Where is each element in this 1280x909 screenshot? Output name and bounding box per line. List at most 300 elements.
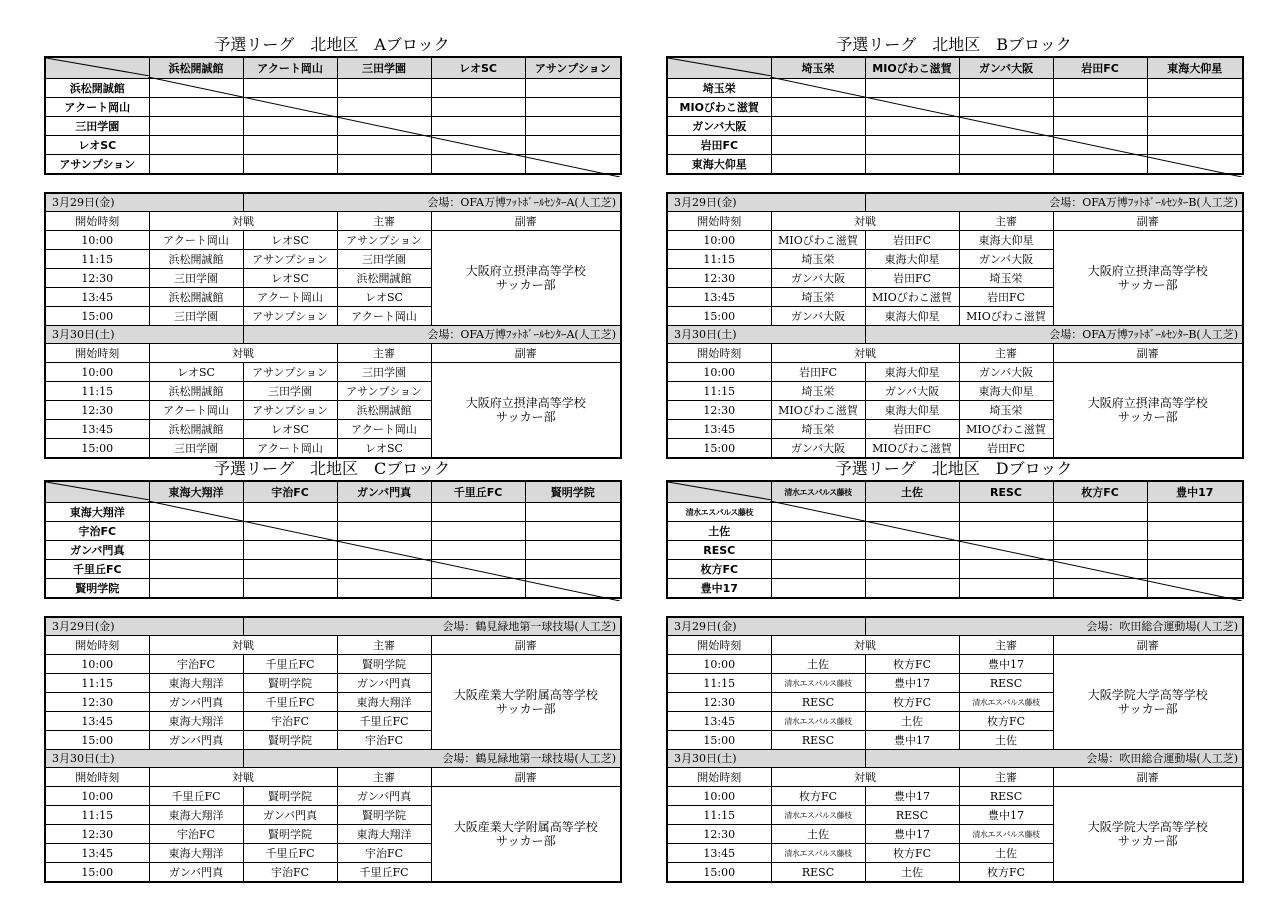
referee-team: 浜松開誠館 xyxy=(337,269,431,288)
referee-header: 主審 xyxy=(337,344,431,363)
match-date: 3月29日(金) xyxy=(667,193,865,212)
matrix-result-cell xyxy=(337,155,431,175)
matrix-row-team: 埼玉栄 xyxy=(667,79,771,98)
referee-team: RESC xyxy=(959,787,1053,806)
away-team: 豊中17 xyxy=(865,674,959,693)
referee-team: 東海大翔洋 xyxy=(337,693,431,712)
matrix-row xyxy=(667,560,1243,579)
home-team: 清水エスパルス藤枝 xyxy=(771,674,865,693)
matrix-row-team: 浜松開誠館 xyxy=(45,79,149,98)
away-team: 賢明学院 xyxy=(243,825,337,844)
start-time: 13:45 xyxy=(45,288,149,307)
start-time: 13:45 xyxy=(45,420,149,439)
matrix-result-cell xyxy=(1147,136,1243,155)
block-title: 予選リーグ 北地区 Bブロック xyxy=(836,35,1072,54)
match-date: 3月29日(金) xyxy=(45,617,243,636)
matrix-result-cell xyxy=(1053,522,1147,541)
start-time: 10:00 xyxy=(45,787,149,806)
referee-team: 三田学園 xyxy=(337,250,431,269)
matrix-result-cell xyxy=(1053,155,1147,175)
corner-diagonal xyxy=(668,482,771,500)
column-header-row xyxy=(45,636,621,655)
matrix-result-cell xyxy=(149,98,243,117)
matrix-result-cell xyxy=(243,579,337,599)
away-team: 土佐 xyxy=(865,863,959,883)
column-header-row xyxy=(45,768,621,787)
home-team: 三田学園 xyxy=(149,439,243,459)
matrix-col-team: ガンバ門真 xyxy=(337,481,431,503)
referee-header: 主審 xyxy=(959,636,1053,655)
matrix-row xyxy=(667,541,1243,560)
corner-diagonal xyxy=(668,58,771,76)
block-panel xyxy=(666,36,1242,466)
matrix-row xyxy=(45,560,621,579)
home-team: 浜松開誠館 xyxy=(149,420,243,439)
assistant-referee: 大阪産業大学附属高等学校 サッカー部 xyxy=(431,655,621,750)
day-header-row xyxy=(45,193,621,212)
matrix-result-cell xyxy=(431,560,525,579)
assistant-referee: 大阪産業大学附属高等学校 サッカー部 xyxy=(431,787,621,883)
match-row xyxy=(667,655,1243,674)
away-team: 東海大仰星 xyxy=(865,363,959,382)
matrix-result-cell xyxy=(337,79,431,98)
column-header-row xyxy=(667,768,1243,787)
venue: 会場：吹田総合運動場(人工芝) xyxy=(865,617,1243,636)
home-team: RESC xyxy=(771,693,865,712)
matrix-row xyxy=(45,136,621,155)
referee-team: アサンプション xyxy=(337,231,431,250)
matrix-result-cell xyxy=(337,117,431,136)
matrix-corner-cell xyxy=(45,57,149,79)
matrix-col-team: 清水エスパルス藤枝 xyxy=(771,481,865,503)
matrix-corner-cell xyxy=(45,481,149,503)
match-header: 対戦 xyxy=(149,636,337,655)
matrix-header-row xyxy=(667,57,1243,79)
start-time: 15:00 xyxy=(667,731,771,750)
start-time: 15:00 xyxy=(45,731,149,750)
matrix-result-cell xyxy=(865,541,959,560)
referee-team: アサンプション xyxy=(337,382,431,401)
start-time: 15:00 xyxy=(45,307,149,326)
away-team: 東海大仰星 xyxy=(865,307,959,326)
home-team: 浜松開誠館 xyxy=(149,382,243,401)
venue: 会場：吹田総合運動場(人工芝) xyxy=(865,750,1243,768)
matrix-result-cell xyxy=(865,522,959,541)
assistant-header: 副審 xyxy=(1053,768,1243,787)
matrix-result-cell xyxy=(337,503,431,522)
referee-team: 清水エスパルス藤枝 xyxy=(959,825,1053,844)
matrix-col-team: 東海大翔洋 xyxy=(149,481,243,503)
matrix-result-cell xyxy=(525,117,621,136)
referee-team: 岩田FC xyxy=(959,288,1053,307)
away-team: 賢明学院 xyxy=(243,787,337,806)
block-panel xyxy=(44,36,620,466)
match-date: 3月30日(土) xyxy=(667,326,865,344)
home-team: 三田学園 xyxy=(149,307,243,326)
referee-header: 主審 xyxy=(959,212,1053,231)
referee-team: 賢明学院 xyxy=(337,806,431,825)
matrix-row-team: 三田学園 xyxy=(45,117,149,136)
match-row xyxy=(667,363,1243,382)
referee-header: 主審 xyxy=(337,636,431,655)
venue: 会場：OFA万博ﾌｯﾄﾎﾞｰﾙｾﾝﾀｰA(人工芝) xyxy=(243,326,621,344)
matrix-row-team: 東海大翔洋 xyxy=(45,503,149,522)
match-date: 3月30日(土) xyxy=(45,750,243,768)
home-team: 東海大翔洋 xyxy=(149,844,243,863)
away-team: 東海大仰星 xyxy=(865,401,959,420)
matrix-result-cell xyxy=(1147,117,1243,136)
away-team: 岩田FC xyxy=(865,231,959,250)
referee-team: 豊中17 xyxy=(959,655,1053,674)
home-team: RESC xyxy=(771,863,865,883)
match-row xyxy=(667,231,1243,250)
matrix-result-cell xyxy=(959,136,1053,155)
matrix-result-cell xyxy=(431,503,525,522)
home-team: 清水エスパルス藤枝 xyxy=(771,844,865,863)
matrix-col-team: RESC xyxy=(959,481,1053,503)
referee-header: 主審 xyxy=(337,768,431,787)
matrix-result-cell xyxy=(959,155,1053,175)
home-team: 宇治FC xyxy=(149,655,243,674)
home-team: ガンバ大阪 xyxy=(771,307,865,326)
matrix-row-team: 東海大仰星 xyxy=(667,155,771,175)
matrix-result-cell xyxy=(337,136,431,155)
match-row xyxy=(45,363,621,382)
day-header-row xyxy=(667,193,1243,212)
matrix-result-cell xyxy=(525,136,621,155)
matrix-row xyxy=(45,117,621,136)
matrix-col-team: ガンバ大阪 xyxy=(959,57,1053,79)
matrix-row-team: 宇治FC xyxy=(45,522,149,541)
referee-team: 宇治FC xyxy=(337,844,431,863)
matrix-result-cell xyxy=(1053,503,1147,522)
day-header-row xyxy=(667,617,1243,636)
assistant-referee: 大阪府立摂津高等学校 サッカー部 xyxy=(1053,363,1243,459)
day-header-row xyxy=(667,326,1243,344)
start-time: 12:30 xyxy=(667,693,771,712)
start-time: 13:45 xyxy=(667,288,771,307)
venue: 会場：OFA万博ﾌｯﾄﾎﾞｰﾙｾﾝﾀｰB(人工芝) xyxy=(865,326,1243,344)
column-header-row xyxy=(667,344,1243,363)
matrix-col-team: 岩田FC xyxy=(1053,57,1147,79)
away-team: 東海大仰星 xyxy=(865,250,959,269)
matrix-result-cell xyxy=(431,98,525,117)
matrix-col-team: 千里丘FC xyxy=(431,481,525,503)
away-team: 千里丘FC xyxy=(243,844,337,863)
referee-team: ガンバ大阪 xyxy=(959,250,1053,269)
matrix-col-team: アサンプション xyxy=(525,57,621,79)
matrix-row xyxy=(667,503,1243,522)
referee-team: 埼玉栄 xyxy=(959,401,1053,420)
results-matrix xyxy=(666,56,1244,175)
matrix-row xyxy=(45,155,621,175)
referee-team: 東海大仰星 xyxy=(959,382,1053,401)
matrix-result-cell xyxy=(525,541,621,560)
matrix-result-cell xyxy=(431,522,525,541)
away-team: 千里丘FC xyxy=(243,655,337,674)
matrix-result-cell xyxy=(771,560,865,579)
matrix-col-team: レオSC xyxy=(431,57,525,79)
referee-team: 宇治FC xyxy=(337,731,431,750)
matrix-corner-cell xyxy=(667,57,771,79)
matrix-row-team: RESC xyxy=(667,541,771,560)
referee-team: 枚方FC xyxy=(959,712,1053,731)
referee-team: MIOびわこ滋賀 xyxy=(959,307,1053,326)
matrix-result-cell xyxy=(959,522,1053,541)
matrix-result-cell xyxy=(959,117,1053,136)
matrix-result-cell xyxy=(1053,579,1147,599)
referee-team: ガンバ門真 xyxy=(337,787,431,806)
matrix-result-cell xyxy=(243,522,337,541)
match-date: 3月29日(金) xyxy=(667,617,865,636)
venue: 会場：鶴見緑地第一球技場(人工芝) xyxy=(243,750,621,768)
home-team: 土佐 xyxy=(771,655,865,674)
matrix-row xyxy=(45,98,621,117)
away-team: 土佐 xyxy=(865,712,959,731)
away-team: アクート岡山 xyxy=(243,439,337,459)
start-time: 12:30 xyxy=(45,269,149,288)
match-header: 対戦 xyxy=(149,768,337,787)
match-row xyxy=(45,787,621,806)
home-team: アクート岡山 xyxy=(149,231,243,250)
away-team: 宇治FC xyxy=(243,863,337,883)
assistant-header: 副審 xyxy=(1053,636,1243,655)
away-team: アクート岡山 xyxy=(243,288,337,307)
matrix-header-row xyxy=(667,481,1243,503)
start-time: 13:45 xyxy=(667,420,771,439)
day-header-row xyxy=(45,750,621,768)
start-time: 12:30 xyxy=(45,825,149,844)
start-time: 11:15 xyxy=(667,806,771,825)
start-time: 12:30 xyxy=(667,269,771,288)
away-team: レオSC xyxy=(243,231,337,250)
matrix-result-cell xyxy=(525,155,621,175)
matrix-result-cell xyxy=(525,560,621,579)
start-time: 11:15 xyxy=(667,250,771,269)
home-team: 東海大翔洋 xyxy=(149,674,243,693)
start-time: 15:00 xyxy=(667,439,771,459)
home-team: 埼玉栄 xyxy=(771,382,865,401)
matrix-result-cell xyxy=(771,579,865,599)
start-time-header: 開始時刻 xyxy=(667,768,771,787)
referee-team: 東海大翔洋 xyxy=(337,825,431,844)
matrix-result-cell xyxy=(771,98,865,117)
away-team: 千里丘FC xyxy=(243,693,337,712)
start-time: 10:00 xyxy=(667,787,771,806)
day-header-row xyxy=(45,326,621,344)
matrix-result-cell xyxy=(1147,560,1243,579)
matrix-row xyxy=(45,541,621,560)
matrix-result-cell xyxy=(431,541,525,560)
referee-team: レオSC xyxy=(337,288,431,307)
referee-team: 土佐 xyxy=(959,731,1053,750)
matrix-result-cell xyxy=(1053,117,1147,136)
away-team: レオSC xyxy=(243,269,337,288)
matrix-row xyxy=(667,136,1243,155)
referee-team: ガンバ大阪 xyxy=(959,363,1053,382)
matrix-row xyxy=(667,155,1243,175)
start-time: 15:00 xyxy=(45,439,149,459)
matrix-col-team: 土佐 xyxy=(865,481,959,503)
home-team: RESC xyxy=(771,731,865,750)
start-time: 12:30 xyxy=(45,401,149,420)
assistant-header: 副審 xyxy=(431,636,621,655)
matrix-row xyxy=(667,98,1243,117)
matrix-row-team: 千里丘FC xyxy=(45,560,149,579)
matrix-col-team: アクート岡山 xyxy=(243,57,337,79)
matrix-result-cell xyxy=(959,541,1053,560)
matrix-row-team: アサンプション xyxy=(45,155,149,175)
start-time: 11:15 xyxy=(45,674,149,693)
results-matrix xyxy=(666,480,1244,599)
matrix-row-team: アクート岡山 xyxy=(45,98,149,117)
assistant-referee: 大阪学院大学高等学校 サッカー部 xyxy=(1053,655,1243,750)
assistant-header: 副審 xyxy=(1053,344,1243,363)
home-team: ガンバ大阪 xyxy=(771,439,865,459)
matrix-col-team: MIOびわこ滋賀 xyxy=(865,57,959,79)
matrix-row xyxy=(45,79,621,98)
matrix-col-team: 枚方FC xyxy=(1053,481,1147,503)
matrix-result-cell xyxy=(1053,560,1147,579)
matrix-row-team: レオSC xyxy=(45,136,149,155)
matrix-result-cell xyxy=(243,155,337,175)
matrix-result-cell xyxy=(865,136,959,155)
matrix-result-cell xyxy=(243,98,337,117)
referee-team: 千里丘FC xyxy=(337,712,431,731)
start-time: 10:00 xyxy=(667,655,771,674)
referee-team: RESC xyxy=(959,674,1053,693)
matrix-result-cell xyxy=(865,155,959,175)
matrix-result-cell xyxy=(1147,541,1243,560)
matrix-result-cell xyxy=(431,155,525,175)
matrix-result-cell xyxy=(865,79,959,98)
start-time: 10:00 xyxy=(667,363,771,382)
corner-diagonal xyxy=(46,58,149,76)
matrix-result-cell xyxy=(771,522,865,541)
assistant-referee: 大阪府立摂津高等学校 サッカー部 xyxy=(431,231,621,326)
away-team: レオSC xyxy=(243,420,337,439)
day-header-row xyxy=(667,750,1243,768)
start-time: 10:00 xyxy=(45,363,149,382)
home-team: 浜松開誠館 xyxy=(149,250,243,269)
matrix-col-team: 賢明学院 xyxy=(525,481,621,503)
start-time: 11:15 xyxy=(45,250,149,269)
column-header-row xyxy=(667,636,1243,655)
schedule-table xyxy=(44,192,622,459)
matrix-result-cell xyxy=(243,541,337,560)
matrix-result-cell xyxy=(149,560,243,579)
assistant-referee: 大阪府立摂津高等学校 サッカー部 xyxy=(1053,231,1243,326)
matrix-col-team: 三田学園 xyxy=(337,57,431,79)
away-team: アサンプション xyxy=(243,307,337,326)
away-team: MIOびわこ滋賀 xyxy=(865,288,959,307)
day-header-row xyxy=(45,617,621,636)
start-time-header: 開始時刻 xyxy=(667,636,771,655)
referee-header: 主審 xyxy=(959,344,1053,363)
column-header-row xyxy=(667,212,1243,231)
schedule-table xyxy=(44,616,622,883)
column-header-row xyxy=(45,344,621,363)
matrix-col-team: 埼玉栄 xyxy=(771,57,865,79)
block-panel xyxy=(666,460,1242,890)
match-header: 対戦 xyxy=(771,212,959,231)
matrix-result-cell xyxy=(149,541,243,560)
home-team: 東海大翔洋 xyxy=(149,806,243,825)
matrix-result-cell xyxy=(337,98,431,117)
venue: 会場：鶴見緑地第一球技場(人工芝) xyxy=(243,617,621,636)
matrix-result-cell xyxy=(1053,79,1147,98)
matrix-result-cell xyxy=(771,136,865,155)
referee-team: 枚方FC xyxy=(959,863,1053,883)
matrix-row xyxy=(667,79,1243,98)
home-team: 清水エスパルス藤枝 xyxy=(771,712,865,731)
matrix-result-cell xyxy=(525,79,621,98)
matrix-col-team: 豊中17 xyxy=(1147,481,1243,503)
matrix-row xyxy=(667,522,1243,541)
home-team: 宇治FC xyxy=(149,825,243,844)
matrix-result-cell xyxy=(149,79,243,98)
matrix-result-cell xyxy=(865,98,959,117)
matrix-result-cell xyxy=(959,79,1053,98)
home-team: 岩田FC xyxy=(771,363,865,382)
matrix-row-team: ガンバ大阪 xyxy=(667,117,771,136)
home-team: 三田学園 xyxy=(149,269,243,288)
start-time: 15:00 xyxy=(667,307,771,326)
away-team: 岩田FC xyxy=(865,420,959,439)
away-team: ガンバ大阪 xyxy=(865,382,959,401)
matrix-result-cell xyxy=(959,98,1053,117)
referee-team: レオSC xyxy=(337,439,431,459)
home-team: 土佐 xyxy=(771,825,865,844)
matrix-result-cell xyxy=(431,79,525,98)
matrix-result-cell xyxy=(243,136,337,155)
referee-team: 清水エスパルス藤枝 xyxy=(959,693,1053,712)
matrix-header-row xyxy=(45,481,621,503)
referee-team: 三田学園 xyxy=(337,363,431,382)
home-team: アクート岡山 xyxy=(149,401,243,420)
matrix-result-cell xyxy=(1147,155,1243,175)
matrix-result-cell xyxy=(1147,522,1243,541)
home-team: 浜松開誠館 xyxy=(149,288,243,307)
home-team: 埼玉栄 xyxy=(771,288,865,307)
matrix-row xyxy=(45,579,621,599)
assistant-referee: 大阪学院大学高等学校 サッカー部 xyxy=(1053,787,1243,883)
away-team: アサンプション xyxy=(243,250,337,269)
matrix-result-cell xyxy=(243,79,337,98)
venue: 会場：OFA万博ﾌｯﾄﾎﾞｰﾙｾﾝﾀｰB(人工芝) xyxy=(865,193,1243,212)
column-header-row xyxy=(45,212,621,231)
matrix-result-cell xyxy=(431,579,525,599)
matrix-col-team: 宇治FC xyxy=(243,481,337,503)
start-time: 12:30 xyxy=(45,693,149,712)
matrix-header-row xyxy=(45,57,621,79)
home-team: 清水エスパルス藤枝 xyxy=(771,806,865,825)
home-team: 東海大翔洋 xyxy=(149,712,243,731)
matrix-result-cell xyxy=(959,503,1053,522)
matrix-row-team: 豊中17 xyxy=(667,579,771,599)
match-date: 3月29日(金) xyxy=(45,193,243,212)
home-team: ガンバ門真 xyxy=(149,731,243,750)
away-team: 枚方FC xyxy=(865,844,959,863)
matrix-result-cell xyxy=(771,155,865,175)
start-time: 13:45 xyxy=(667,844,771,863)
matrix-result-cell xyxy=(525,579,621,599)
assistant-referee: 大阪府立摂津高等学校 サッカー部 xyxy=(431,363,621,459)
home-team: ガンバ門真 xyxy=(149,693,243,712)
schedule-table xyxy=(666,616,1244,883)
match-date: 3月30日(土) xyxy=(45,326,243,344)
start-time-header: 開始時刻 xyxy=(667,344,771,363)
